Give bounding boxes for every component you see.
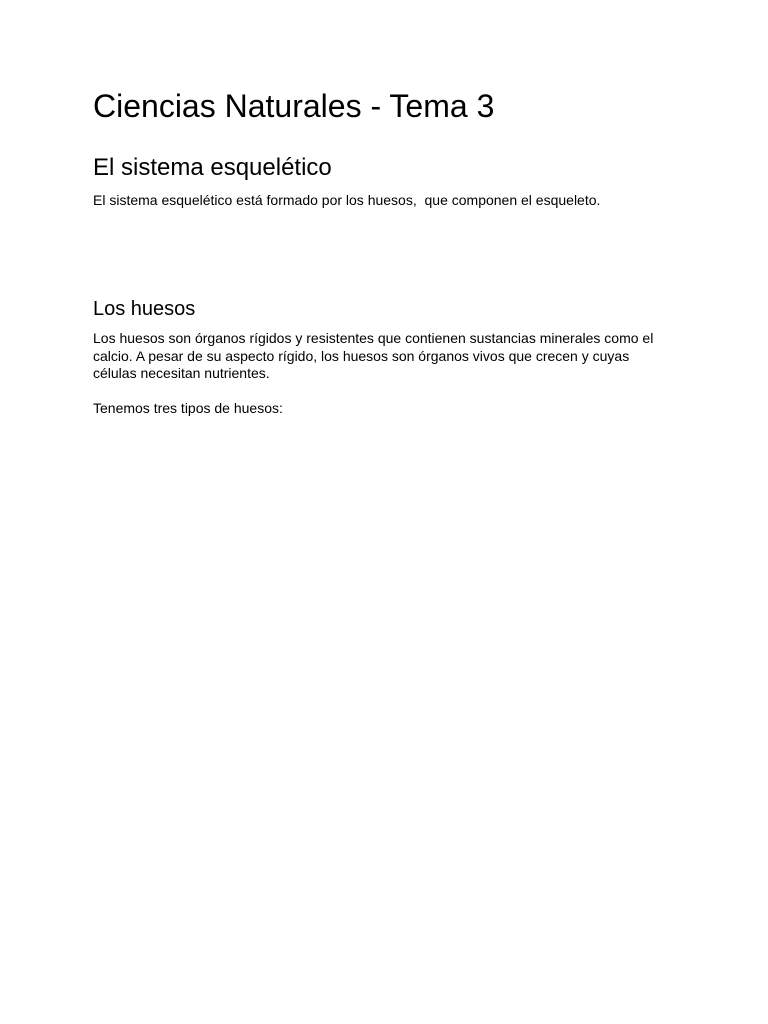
bone-types-paragraph: Tenemos tres tipos de huesos:	[93, 400, 283, 416]
skeletal-system-paragraph: El sistema esquelético está formado por los huesos, que componen el esqueleto.	[93, 192, 601, 208]
section-heading-bones: Los huesos	[93, 298, 196, 320]
section-heading-skeletal-system: El sistema esquelético	[93, 154, 332, 181]
bones-paragraph: Los huesos son órganos rígidos y resistentes que contienen sustancias minerales como el calcio. A pesar de su aspecto rígido, los huesos son órganos vivos que crecen y cuyas células necesitan nutrientes.	[93, 330, 654, 381]
page-title: Ciencias Naturales - Tema 3	[93, 88, 495, 124]
